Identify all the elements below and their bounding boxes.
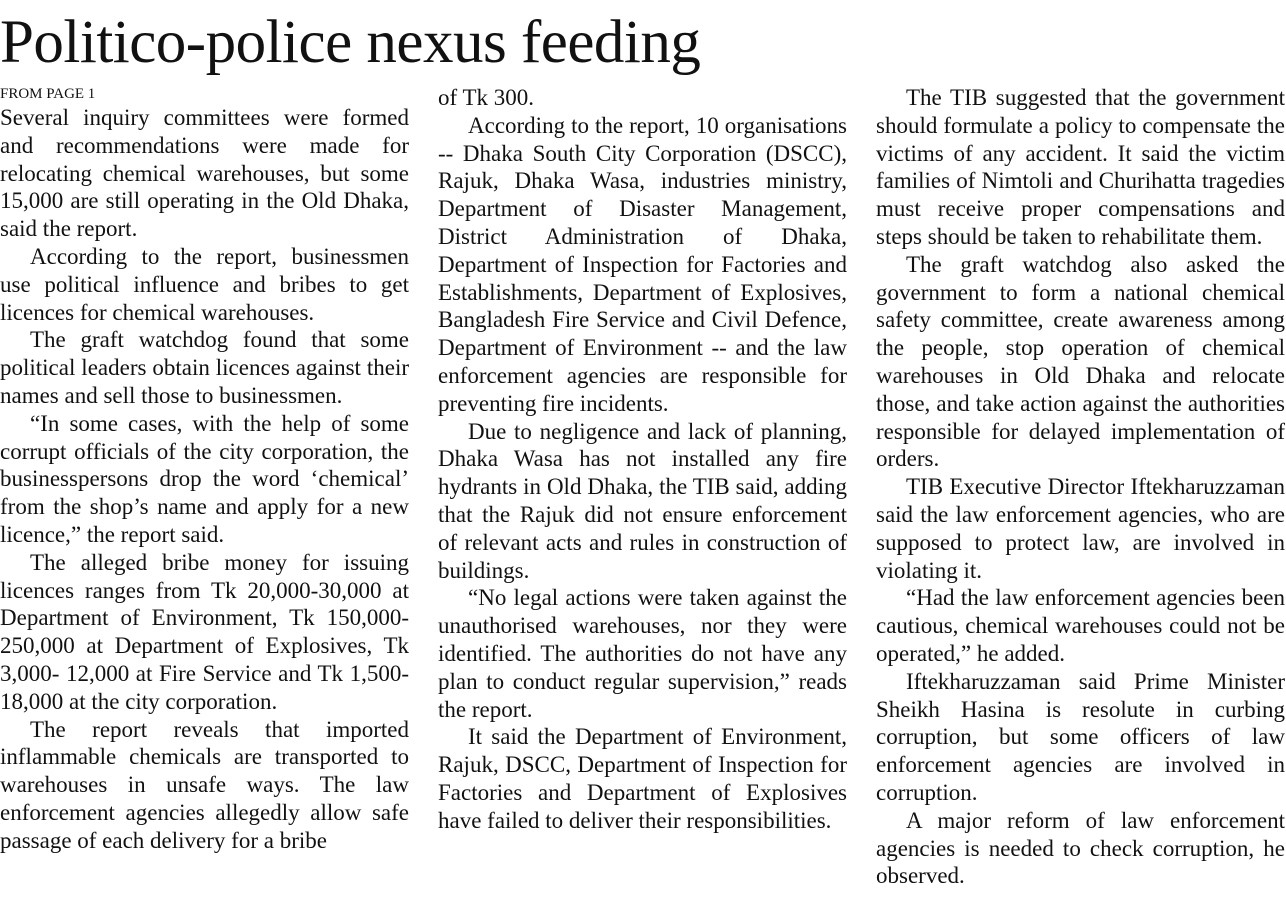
paragraph: TIB Executive Director Iftekharuzzaman said the law enforcement agencies, who are supposed to protect law, are involved in violating it. bbox=[876, 474, 1285, 583]
paragraph: “Had the law enforcement agencies been cautious, chemical warehouses could not be operated,” he added. bbox=[876, 585, 1285, 666]
paragraph: A major reform of law enforcement agencies is needed to check corruption, he observed. bbox=[876, 807, 1285, 889]
paragraph: The graft watchdog found that some political leaders obtain licences against their names and sell those to businessmen. bbox=[0, 327, 409, 408]
article-column-1 bbox=[0, 84, 409, 855]
paragraph: “No legal actions were taken against the unauthorised warehouses, nor they were identified. The authorities do not have any plan to conduct regular supervision,” reads the report. bbox=[438, 585, 847, 722]
paragraph: The TIB suggested that the government should formulate a policy to compensate the victims of any accident. It said the victim families of Nimtoli and Churihatta tragedies must receive proper compensations and steps should be taken to rehabilitate them. bbox=[876, 85, 1285, 249]
article-column-2 bbox=[438, 84, 847, 835]
paragraph: The alleged bribe money for issuing licences ranges from Tk 20,000-30,000 at Department of Environment, Tk 150,000-250,000 at Department of Explosives, Tk 3,000- 12,000 at Fire Service and Tk 1,500-18,000 at the city corporation. bbox=[0, 549, 409, 714]
paragraph: Due to negligence and lack of planning, Dhaka Wasa has not installed any fire hydrants in Old Dhaka, the TIB said, adding that the Rajuk did not ensure enforcement of relevant acts and rules in construction of buildings. bbox=[438, 418, 847, 583]
paragraph: The report reveals that imported inflammable chemicals are transported to warehouses in unsafe ways. The law enforcement agencies allegedly allow safe passage of each delivery for a bribe bbox=[0, 716, 409, 853]
dateline: FROM PAGE 1 bbox=[0, 86, 96, 102]
paragraph: “In some cases, with the help of some corrupt officials of the city corporation, the businesspersons drop the word ‘chemical’ from the shop’s name and apply for a new licence,” the report said. bbox=[0, 410, 409, 547]
paragraph: Several inquiry committees were formed and recommendations were made for relocating chemical warehouses, but some 15,000 are still operating in the Old Dhaka, said the report. bbox=[0, 105, 409, 242]
paragraph: According to the report, 10 organisations -- Dhaka South City Corporation (DSCC), Rajuk, Dhaka Wasa, industries ministry, Department of Disaster Management, District Administration of Dhaka, Department of Inspection for Factories and Establishments, Department of Explosives, Bangladesh Fire Service and Civil Defence, Department of Environment -- and the law enforcement agencies are responsible for preventing fire incidents. bbox=[438, 112, 847, 416]
paragraph: of Tk 300. bbox=[438, 85, 535, 110]
paragraph: According to the report, businessmen use political influence and bribes to get licences for chemical warehouses. bbox=[0, 243, 409, 325]
paragraph: It said the Department of Environment, Rajuk, DSCC, Department of Inspection for Factories and Department of Explosives have failed to deliver their responsibilities. bbox=[438, 724, 847, 833]
article-column-3 bbox=[876, 84, 1285, 890]
headline: Politico-police nexus feeding bbox=[0, 9, 701, 76]
paragraph: The graft watchdog also asked the government to form a national chemical safety committee, create awareness among the people, stop operation of chemical warehouses in Old Dhaka and relocate those, and take action against the authorities responsible for delayed implementation of orders. bbox=[876, 251, 1285, 472]
paragraph: Iftekharuzzaman said Prime Minister Sheikh Hasina is resolute in curbing corruption, but some officers of law enforcement agencies are involved in corruption. bbox=[876, 668, 1285, 805]
